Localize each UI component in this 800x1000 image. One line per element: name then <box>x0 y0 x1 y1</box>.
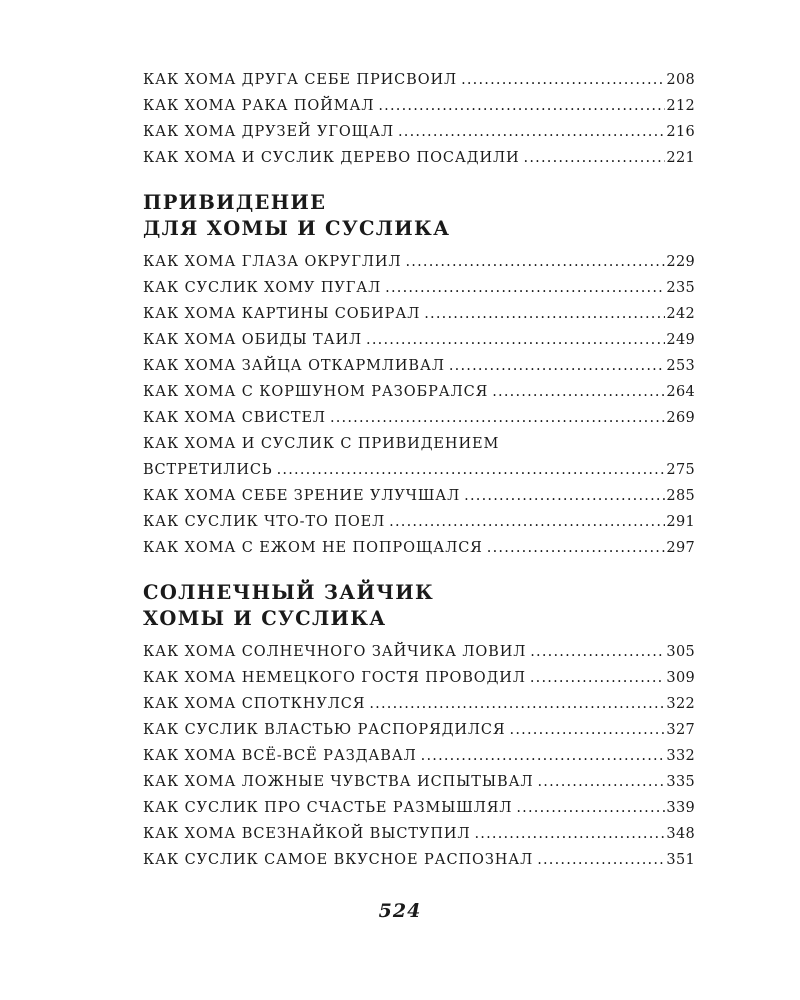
toc-entry-title: КАК ХОМА С ЕЖОМ НЕ ПОПРОЩАЛСЯ <box>143 540 483 556</box>
dot-leader <box>330 410 665 426</box>
toc-entry <box>143 826 695 852</box>
section-heading-line: ХОМЫ И СУСЛИКА <box>143 607 387 630</box>
toc-entry-page: 351 <box>666 852 695 868</box>
toc-entry-title: КАК ХОМА ЗАЙЦА ОТКАРМЛИВАЛ <box>143 358 445 374</box>
section-heading-line: ДЛЯ ХОМЫ И СУСЛИКА <box>143 217 451 240</box>
toc-entry <box>143 722 695 748</box>
dot-leader <box>389 514 665 530</box>
toc-entry-page: 269 <box>666 410 695 426</box>
table-of-contents <box>143 72 695 878</box>
toc-entry <box>143 306 695 332</box>
dot-leader <box>369 696 665 712</box>
toc-entry-page: 229 <box>666 254 695 270</box>
toc-entry-title: КАК ХОМА ВСЁ-ВСЁ РАЗДАВАЛ <box>143 748 417 764</box>
toc-entry <box>143 384 695 410</box>
toc-entry-title: КАК ХОМА РАКА ПОЙМАЛ <box>143 98 375 114</box>
toc-entry-page: 221 <box>666 150 695 166</box>
toc-entry-page: 309 <box>666 670 695 686</box>
dot-leader <box>537 852 665 868</box>
toc-entry-first-line: КАК ХОМА И СУСЛИК С ПРИВИДЕНИЕМ <box>143 436 500 452</box>
toc-entry-title: КАК ХОМА СПОТКНУЛСЯ <box>143 696 366 712</box>
section-heading-line: СОЛНЕЧНЫЙ ЗАЙЧИК <box>143 581 435 604</box>
toc-entry <box>143 410 695 436</box>
dot-leader <box>492 384 665 400</box>
toc-entry-page: 332 <box>666 748 695 764</box>
toc-entry <box>143 332 695 358</box>
page-number: 524 <box>378 900 422 922</box>
toc-entry-title: КАК ХОМА КАРТИНЫ СОБИРАЛ <box>143 306 421 322</box>
dot-leader <box>461 72 665 88</box>
toc-entry-title: КАК ХОМА С КОРШУНОМ РАЗОБРАЛСЯ <box>143 384 489 400</box>
toc-entry <box>143 644 695 670</box>
toc-entry-title: КАК СУСЛИК САМОЕ ВКУСНОЕ РАСПОЗНАЛ <box>143 852 534 868</box>
toc-entry-page: 285 <box>666 488 695 504</box>
dot-leader <box>530 644 665 660</box>
toc-entry <box>143 98 695 124</box>
toc-entry-page: 249 <box>666 332 695 348</box>
toc-entry-title: КАК СУСЛИК ХОМУ ПУГАЛ <box>143 280 382 296</box>
toc-entry-title: КАК ХОМА И СУСЛИК ДЕРЕВО ПОСАДИЛИ <box>143 150 520 166</box>
toc-entry-title: КАК ХОМА СВИСТЕЛ <box>143 410 326 426</box>
dot-leader <box>385 280 665 296</box>
toc-entry-page: 297 <box>666 540 695 556</box>
dot-leader <box>487 540 666 556</box>
dot-leader <box>421 748 666 764</box>
toc-entry-title: КАК ХОМА ОБИДЫ ТАИЛ <box>143 332 363 348</box>
toc-entry-page: 264 <box>666 384 695 400</box>
dot-leader <box>537 774 665 790</box>
dot-leader <box>378 98 665 114</box>
toc-entry <box>143 540 695 566</box>
toc-group-ghost <box>143 254 695 566</box>
toc-entry <box>143 852 695 878</box>
toc-entry-title: КАК ХОМА ВСЕЗНАЙКОЙ ВЫСТУПИЛ <box>143 826 471 842</box>
toc-entry-page: 208 <box>666 72 695 88</box>
section-heading-ghost <box>143 190 695 242</box>
toc-entry <box>143 670 695 696</box>
toc-entry <box>143 124 695 150</box>
toc-entry-title: КАК ХОМА ДРУЗЕЙ УГОЩАЛ <box>143 124 394 140</box>
dot-leader <box>449 358 666 374</box>
toc-entry-page: 216 <box>666 124 695 140</box>
toc-group-top <box>143 72 695 176</box>
toc-entry <box>143 462 695 488</box>
dot-leader <box>524 150 666 166</box>
toc-entry-title: КАК СУСЛИК ВЛАСТЬЮ РАСПОРЯДИЛСЯ <box>143 722 506 738</box>
toc-entry-page: 235 <box>666 280 695 296</box>
section-heading-sunbeam <box>143 580 695 632</box>
toc-entry-title: КАК ХОМА ГЛАЗА ОКРУГЛИЛ <box>143 254 402 270</box>
dot-leader <box>277 462 666 478</box>
toc-entry-page: 322 <box>666 696 695 712</box>
toc-entry-title: КАК ХОМА ЛОЖНЫЕ ЧУВСТВА ИСПЫТЫВАЛ <box>143 774 534 790</box>
toc-entry-page: 335 <box>666 774 695 790</box>
toc-entry-title: КАК ХОМА СЕБЕ ЗРЕНИЕ УЛУЧШАЛ <box>143 488 461 504</box>
toc-entry <box>143 358 695 384</box>
toc-entry <box>143 254 695 280</box>
toc-entry-title: КАК ХОМА СОЛНЕЧНОГО ЗАЙЧИКА ЛОВИЛ <box>143 644 527 660</box>
toc-group-sunbeam <box>143 644 695 878</box>
toc-entry-title: КАК СУСЛИК ПРО СЧАСТЬЕ РАЗМЫШЛЯЛ <box>143 800 513 816</box>
toc-entry-title: ВСТРЕТИЛИСЬ <box>143 462 273 478</box>
toc-entry <box>143 280 695 306</box>
dot-leader <box>474 826 665 842</box>
toc-entry <box>143 696 695 722</box>
toc-entry <box>143 150 695 176</box>
section-heading-line: ПРИВИДЕНИЕ <box>143 191 327 214</box>
toc-entry-page: 291 <box>666 514 695 530</box>
toc-entry <box>143 800 695 826</box>
toc-entry-page: 242 <box>666 306 695 322</box>
toc-entry-title: КАК СУСЛИК ЧТО-ТО ПОЕЛ <box>143 514 386 530</box>
toc-entry <box>143 514 695 540</box>
toc-entry <box>143 774 695 800</box>
dot-leader <box>405 254 665 270</box>
toc-entry-page: 253 <box>666 358 695 374</box>
toc-entry-page: 212 <box>666 98 695 114</box>
toc-entry-title: КАК ХОМА ДРУГА СЕБЕ ПРИСВОИЛ <box>143 72 458 88</box>
dot-leader <box>510 722 666 738</box>
dot-leader <box>530 670 666 686</box>
toc-entry <box>143 488 695 514</box>
toc-entry-title: КАК ХОМА НЕМЕЦКОГО ГОСТЯ ПРОВОДИЛ <box>143 670 526 686</box>
toc-entry <box>143 72 695 98</box>
dot-leader <box>516 800 665 816</box>
dot-leader <box>366 332 665 348</box>
toc-entry-page: 339 <box>666 800 695 816</box>
dot-leader <box>464 488 665 504</box>
toc-entry-page: 305 <box>666 644 695 660</box>
toc-entry <box>143 748 695 774</box>
toc-entry-page: 348 <box>666 826 695 842</box>
toc-entry-page: 327 <box>666 722 695 738</box>
toc-entry-page: 275 <box>666 462 695 478</box>
dot-leader <box>424 306 665 322</box>
dot-leader <box>398 124 665 140</box>
